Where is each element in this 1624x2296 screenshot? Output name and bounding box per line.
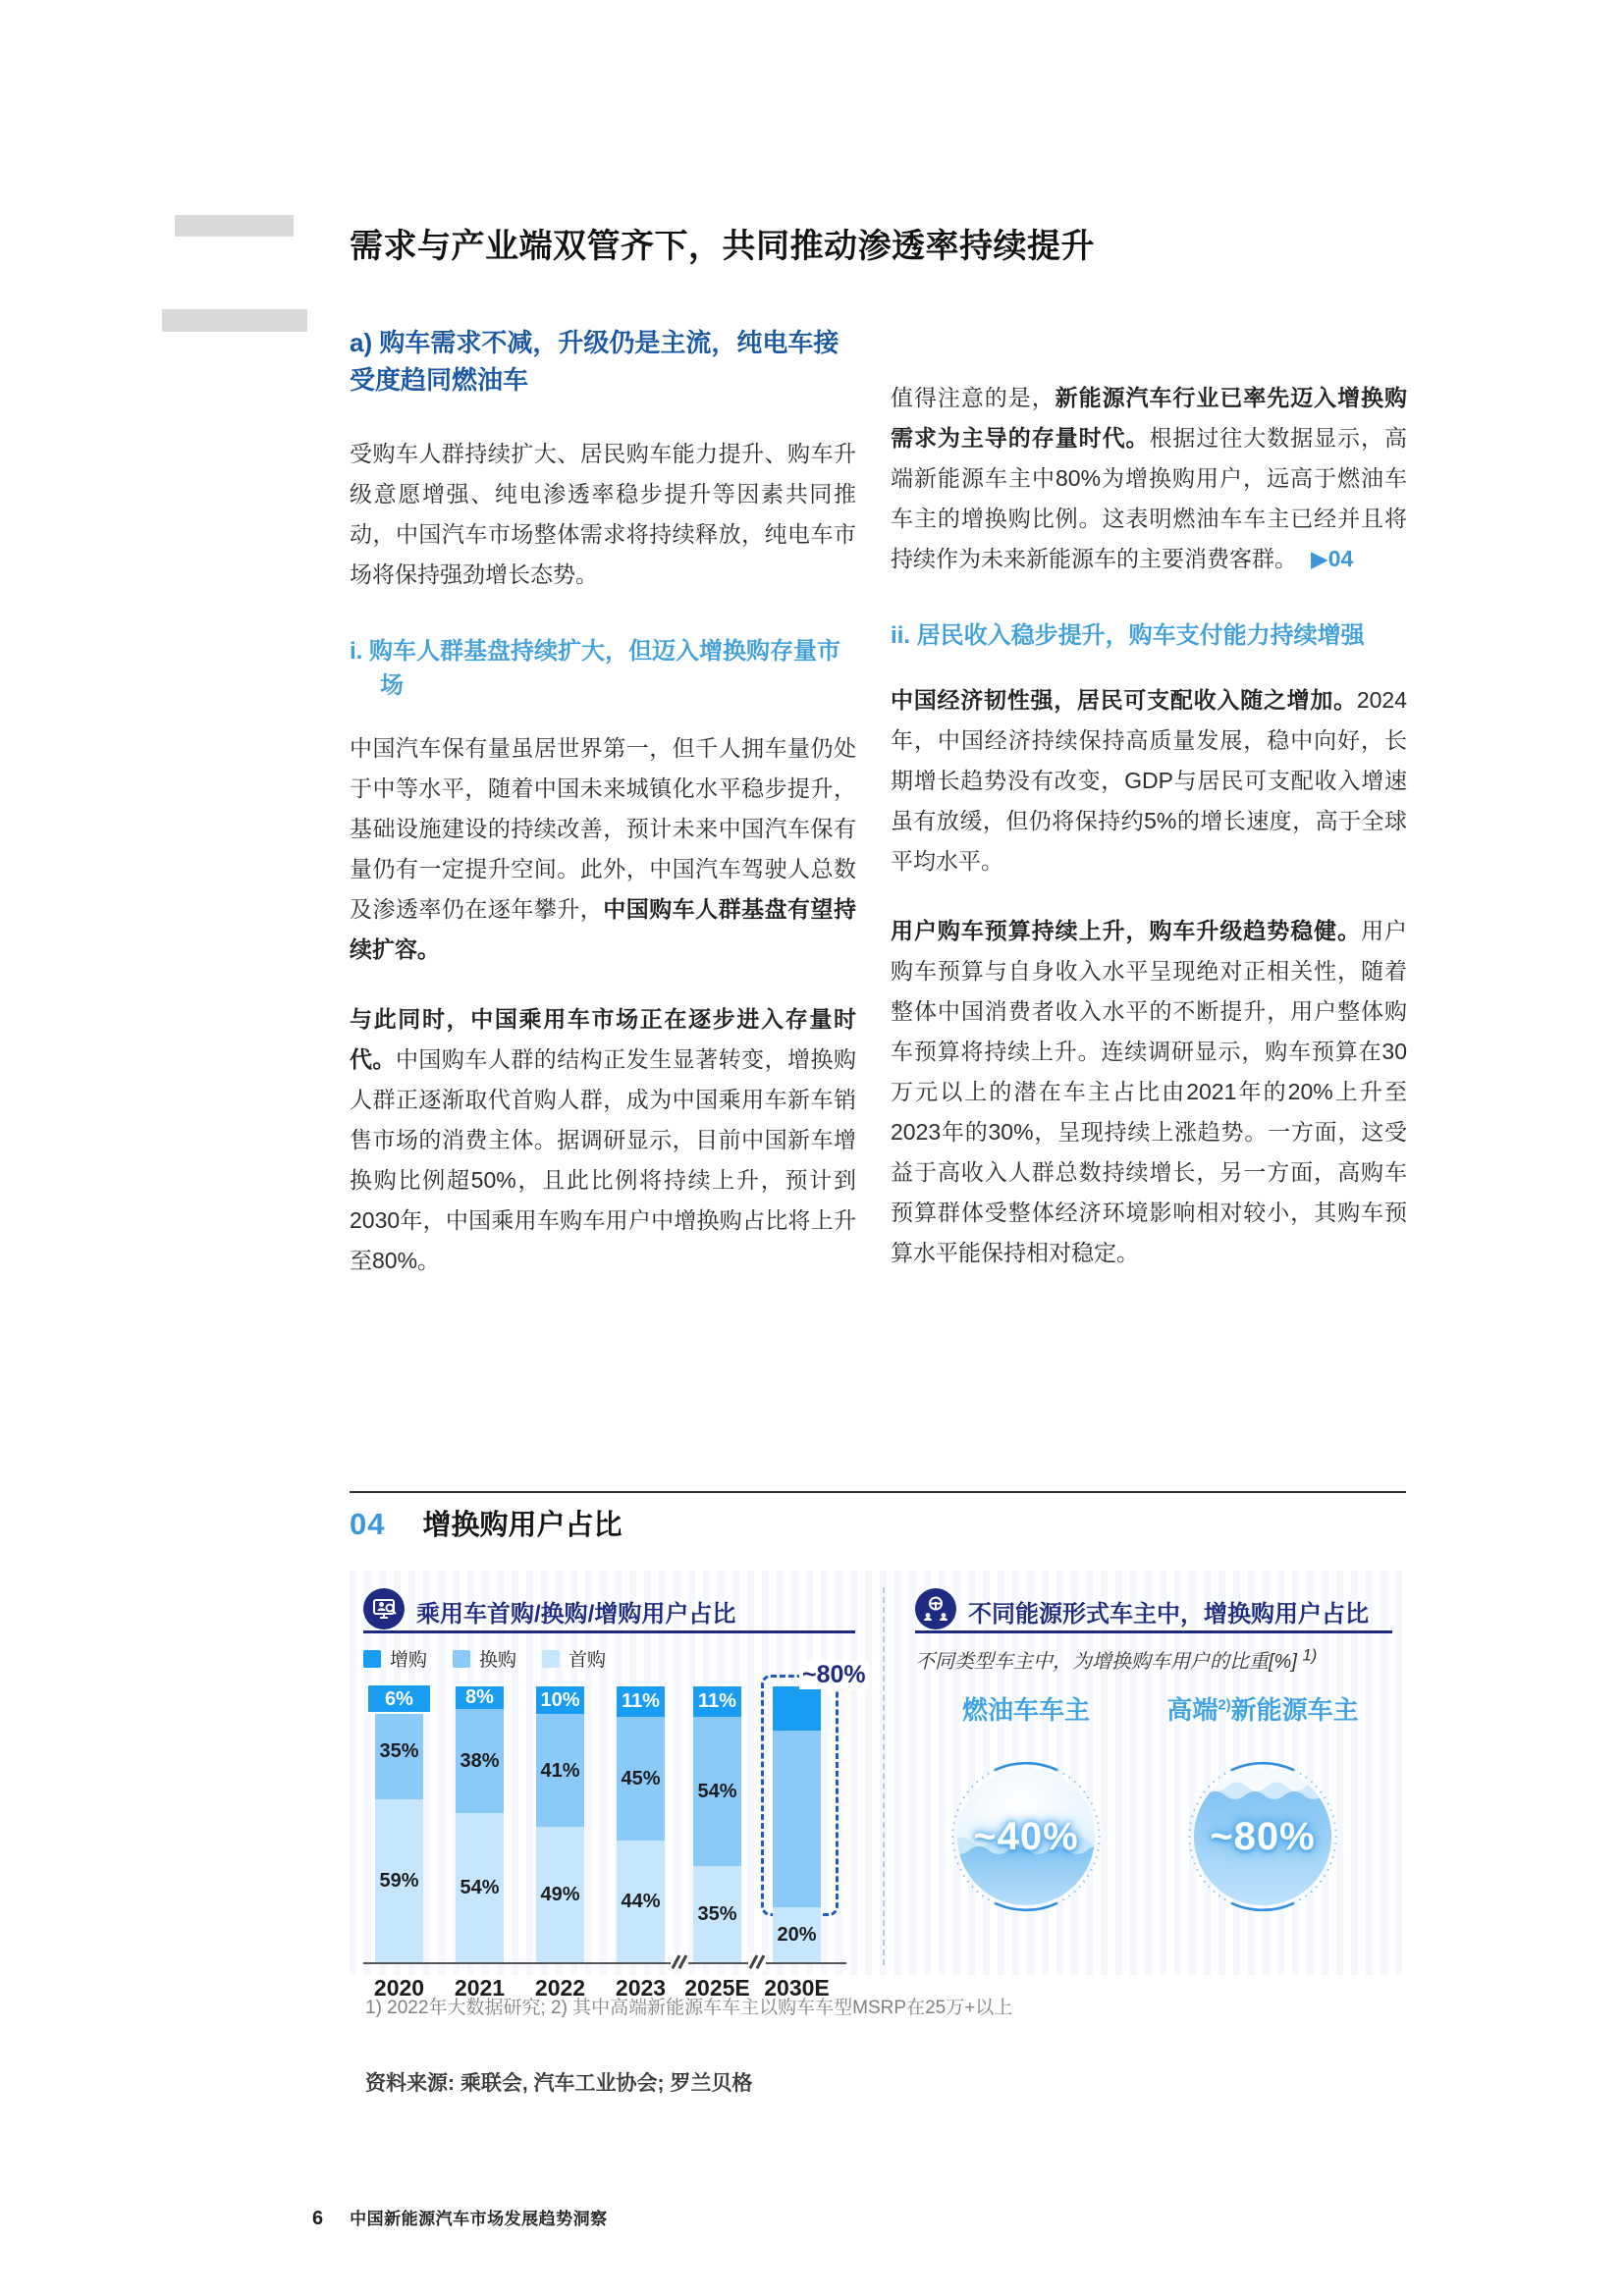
panel-divider bbox=[883, 1587, 885, 1965]
bar-segment-增购 bbox=[456, 1686, 504, 1708]
bar-2022 bbox=[536, 1686, 584, 1962]
label-text: 高端 bbox=[1166, 1695, 1218, 1725]
legend-item-增购 bbox=[363, 1645, 427, 1672]
paragraph-text: 中国汽车保有量虽居世界第一，但千人拥车量仍处于中等水平，随着中国未来城镇化水平稳步提升，基础设施建设的持续改善，预计未来中国汽车保有量仍有一定提升空间。此外，中国汽车驾驶人总数及渗透率仍在逐年攀升， bbox=[350, 735, 856, 922]
bar-segment-首购 bbox=[375, 1799, 423, 1962]
bar-segment-增购 bbox=[773, 1686, 821, 1731]
gauge-chart-title: 不同能源形式车主中，增换购用户占比 bbox=[968, 1601, 1369, 1628]
bar-segment-增购 bbox=[536, 1686, 584, 1714]
decorative-bar-second bbox=[162, 309, 307, 332]
figure-header bbox=[350, 1503, 623, 1543]
section-i-heading bbox=[350, 634, 856, 703]
legend-item-首购 bbox=[542, 1645, 606, 1672]
page-title: 需求与产业端双管齐下，共同推动渗透率持续提升 bbox=[350, 227, 1095, 265]
figure-footnote: 1) 2022年大数据研究; 2) 其中高端新能源车车主以购车车型MSRP在25万+以上 bbox=[365, 1998, 1013, 2018]
paragraph bbox=[350, 728, 856, 970]
figure-source: 资料来源: 乘联会, 汽车工业协会; 罗兰贝格 bbox=[365, 2072, 753, 2095]
bar-segment-首购 bbox=[773, 1907, 821, 1962]
gauge-value: ~80% bbox=[1210, 1814, 1316, 1858]
water-gauge-fuel bbox=[949, 1760, 1103, 1913]
page-number: 6 bbox=[312, 2208, 324, 2229]
x-axis-label-2021: 2021 bbox=[454, 1975, 506, 2001]
legend-swatch bbox=[542, 1650, 560, 1668]
paragraph-text: 中国购车人群的结构正发生显著转变，增换购人群正逐渐取代首购人群，成为中国乘用车新车销售市场的消费主体。据调研显示，目前中国新车增换购比例超50%，且此比例将持续上升，预计到2030年，中国乘用车购车用户中增换购占比将上升至80%。 bbox=[350, 1046, 857, 1273]
bar-2023 bbox=[617, 1686, 665, 1962]
paragraph-text: 根据过往大数据显示，高端新能源车主中80%为增换购用户，远高于燃油车车主的增换购比例。这表明燃油车车主已经并且将持续作为未来新能源车的主要消费客群。 bbox=[891, 425, 1408, 571]
label-superscript: 2) bbox=[1218, 1696, 1231, 1714]
panel-underline bbox=[363, 1630, 855, 1633]
paragraph-bold: 与此同时，中国乘用车市场正在逐步进入存量时代。 bbox=[350, 1006, 856, 1072]
paragraph-text: 值得注意的是， bbox=[891, 385, 1056, 410]
bar-value-label: 35% bbox=[697, 1902, 737, 1925]
bar-2020 bbox=[375, 1686, 423, 1962]
paragraph-bold: 中国经济韧性强，居民可支配收入随之增加。 bbox=[891, 687, 1357, 713]
section-ii-heading bbox=[891, 618, 1407, 653]
gauge-label-premium-nev-owners bbox=[1164, 1690, 1361, 1727]
left-column bbox=[350, 324, 856, 1281]
x-axis-label-2020: 2020 bbox=[373, 1975, 425, 2001]
page-footer bbox=[312, 2205, 608, 2230]
paragraph-text: 用户购车预算与自身收入水平呈现绝对正相关性，随着整体中国消费者收入水平的不断提升，用户整体购车预算将持续上升。连续调研显示，购车预算在30万元以上的潜在车主占比由2021年的20%上升至2023年的30%，呈现持续上涨趋势。一方面，这受益于高收入人群总数持续增长，另一方面，高购车预算群体受整体经济环境影响相对较小，其购车预算水平能保持相对稳定。 bbox=[891, 918, 1408, 1265]
legend-swatch bbox=[363, 1650, 381, 1668]
gauge-label-fuel-owners bbox=[949, 1690, 1103, 1727]
monitor-research-icon bbox=[363, 1588, 405, 1629]
gauge-value: ~40% bbox=[973, 1814, 1079, 1858]
legend-swatch bbox=[453, 1650, 470, 1668]
subtitle-superscript: 1) bbox=[1302, 1645, 1318, 1665]
paragraph-bold: 中国购车人群基盘有望持续扩容。 bbox=[350, 896, 857, 962]
label-text: 燃油车车主 bbox=[961, 1695, 1090, 1725]
legend-item-换购 bbox=[453, 1645, 516, 1672]
bar-segment-首购 bbox=[693, 1866, 741, 1962]
bar-segment-首购 bbox=[536, 1827, 584, 1962]
bar-chart-title: 乘用车首购/换购/增购用户占比 bbox=[416, 1601, 736, 1628]
paragraph bbox=[350, 999, 856, 1281]
bar-value-label: 54% bbox=[460, 1877, 500, 1899]
paragraph bbox=[891, 680, 1407, 881]
bar-value-label: 10% bbox=[540, 1689, 580, 1712]
bar-segment-换购 bbox=[773, 1731, 821, 1907]
bar-segment-首购 bbox=[456, 1813, 504, 1962]
bar-legend bbox=[363, 1645, 606, 1672]
bar-value-label: 38% bbox=[460, 1749, 500, 1772]
document-title: 中国新能源汽车市场发展趋势洞察 bbox=[350, 2210, 608, 2228]
bar-segment-换购 bbox=[693, 1717, 741, 1866]
section-a-heading: a) 购车需求不减，升级仍是主流，纯电车接受度趋同燃油车 bbox=[350, 328, 839, 395]
bar-value-label: 59% bbox=[379, 1870, 419, 1893]
x-axis-label-2030E: 2030E bbox=[764, 1975, 830, 2001]
bar-segment-增购 bbox=[375, 1686, 423, 1710]
figure-reference: ▶04 bbox=[1311, 546, 1354, 571]
x-axis-label-2025E: 2025E bbox=[684, 1975, 750, 2001]
bar-segment-换购 bbox=[536, 1714, 584, 1827]
annotation-80pct-label: ~80% bbox=[799, 1661, 869, 1689]
legend-label: 增购 bbox=[390, 1650, 428, 1671]
bar-2025E bbox=[693, 1686, 741, 1962]
steering-wheel-users-icon bbox=[915, 1588, 956, 1629]
paragraph bbox=[891, 911, 1407, 1273]
figure-body bbox=[350, 1571, 1406, 2001]
axis-break-icon bbox=[748, 1953, 766, 1971]
paragraph-bold: 新能源汽车行业已率先迈入增换购需求为主导的存量时代。 bbox=[891, 385, 1408, 451]
section-ii-number: ii. bbox=[891, 622, 911, 649]
bar-value-label: 6% bbox=[366, 1683, 432, 1714]
legend-label: 首购 bbox=[568, 1650, 607, 1671]
figure-title: 增换购用户占比 bbox=[422, 1510, 623, 1541]
bar-value-label: 41% bbox=[540, 1759, 580, 1782]
bar-segment-首购 bbox=[617, 1841, 665, 1962]
axis-break-icon bbox=[671, 1953, 688, 1971]
bar-value-label: 44% bbox=[621, 1891, 661, 1913]
bar-plot bbox=[363, 1661, 866, 2001]
section-i-number: i. bbox=[350, 638, 363, 665]
bar-value-label: 20% bbox=[777, 1923, 817, 1946]
right-column bbox=[891, 378, 1407, 1273]
bar-2030E bbox=[773, 1686, 821, 1962]
paragraph-text: 2024年，中国经济持续保持高质量发展，稳中向好，长期增长趋势没有改变，GDP与居民可支配收入增速虽有放缓，但仍将保持约5%的增长速度，高于全球平均水平。 bbox=[891, 687, 1407, 874]
paragraph bbox=[891, 378, 1407, 579]
bar-segment-换购 bbox=[456, 1709, 504, 1814]
bar-value-label: 11% bbox=[622, 1690, 660, 1713]
bar-value-label: 8% bbox=[465, 1686, 494, 1709]
bar-value-label: 54% bbox=[697, 1780, 737, 1802]
section-i-title: 购车人群基盘持续扩大，但迈入增换购存量市场 bbox=[369, 638, 841, 699]
gauge-chart-subtitle bbox=[915, 1645, 1317, 1674]
water-gauge-premium-nev bbox=[1186, 1760, 1339, 1913]
decorative-bar-top bbox=[175, 215, 294, 237]
x-axis-label-2022: 2022 bbox=[534, 1975, 586, 2001]
bar-value-label: 35% bbox=[379, 1740, 419, 1763]
bar-value-label: 49% bbox=[540, 1884, 580, 1906]
paragraph-bold: 用户购车预算持续上升，购车升级趋势稳健。 bbox=[891, 918, 1362, 943]
figure-divider-rule bbox=[350, 1491, 1406, 1493]
bar-2021 bbox=[456, 1686, 504, 1962]
figure-number: 04 bbox=[350, 1507, 386, 1541]
bar-segment-换购 bbox=[375, 1703, 423, 1799]
bar-segment-换购 bbox=[617, 1717, 665, 1841]
subtitle-text: 不同类型车主中，为增换购车用户的比重[%] bbox=[915, 1651, 1297, 1673]
label-text: 新能源车主 bbox=[1230, 1695, 1359, 1725]
paragraph: 受购车人群持续扩大、居民购车能力提升、购车升级意愿增强、纯电渗透率稳步提升等因素共同推动，中国汽车市场整体需求将持续释放，纯电车市场将保持强劲增长态势。 bbox=[350, 441, 856, 587]
panel-underline bbox=[915, 1630, 1392, 1633]
bar-segment-增购 bbox=[693, 1686, 741, 1717]
bar-value-label: 45% bbox=[621, 1768, 661, 1790]
legend-label: 换购 bbox=[479, 1650, 517, 1671]
x-axis-label-2023: 2023 bbox=[615, 1975, 667, 2001]
bar-segment-增购 bbox=[617, 1686, 665, 1717]
section-ii-title: 居民收入稳步提升，购车支付能力持续增强 bbox=[916, 622, 1365, 649]
bar-value-label: 11% bbox=[698, 1690, 736, 1713]
